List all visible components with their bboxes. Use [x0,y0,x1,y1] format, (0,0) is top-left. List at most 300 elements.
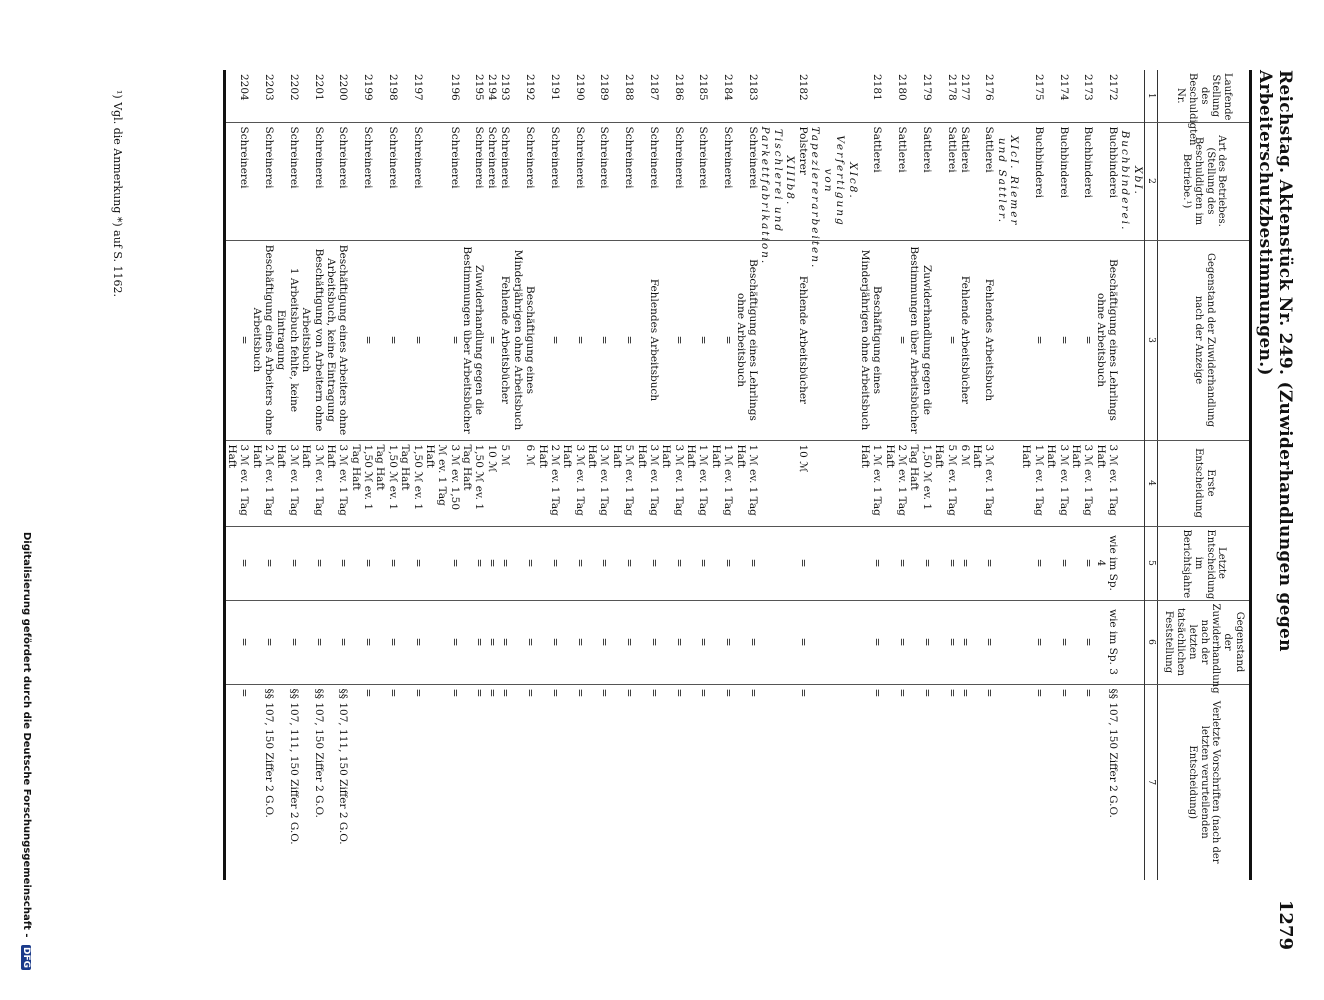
column-number: 1 [1144,70,1158,122]
table-row [224,70,250,880]
offense-finding: = [485,600,498,684]
section-heading: XIcI. Riemer und Sattler. [995,122,1020,240]
first-decision: 3 ℳ ev. 1 Tag Haft [325,440,350,526]
digitization-credit [21,0,32,1000]
offense-finding: = [859,600,884,684]
section-heading-row [1119,70,1144,880]
last-decision: = [325,526,350,600]
offense-description: Zuwiderhandlung gegen die Bestimmungen über Arbeitsbücher [908,240,933,440]
offense-finding: = [635,600,660,684]
empty-cell [995,70,1020,122]
violated-regulations: §§ 107, 111, 150 Ziffer 2 G.O. [337,688,350,845]
violated-regulations: = [386,688,399,698]
offense-finding: = [685,600,710,684]
violated-regulations: = [524,688,537,698]
offense-finding: = [224,600,250,684]
offense-finding: = [933,600,958,684]
column-header: Gegenstand der Zuwiderhandlung nach der Anzeige [1158,240,1251,440]
violated-regulations: = [722,688,735,698]
case-number: 2189 [586,70,611,122]
table-row [1094,70,1119,880]
first-decision: 3 ℳ ev. 1 Tag Haft [1070,440,1095,526]
business-type: Schreinerei [461,122,486,240]
business-type: Schreinerei [536,122,561,240]
business-type: Sattlerei [958,122,971,240]
case-number: 2174 [1045,70,1070,122]
offense-finding: = [660,600,685,684]
business-type: Polsterer [796,122,809,240]
last-decision: = [859,526,884,600]
first-decision: 5 ℳ ev. 1 Tag Haft [610,440,635,526]
offense-finding: = [561,600,586,684]
violated-regulations: = [486,688,499,698]
offense-finding: = [734,600,759,684]
first-decision: 1,50 ℳ ev. 1 Tag Haft [908,440,933,526]
empty-cell [759,70,796,122]
violated-regulations: §§ 107, 150 Ziffer 2 G.O. [1107,688,1120,818]
column-number: 3 [1144,240,1158,440]
column-header: Art des Betriebes. (Stellung des Beschuldigten im Betriebe.¹) [1158,122,1251,240]
case-number: 2195 [461,70,486,122]
business-type: Schreinerei [224,122,250,240]
last-decision: = [349,526,374,600]
table-row [933,70,958,880]
first-decision: 1,50 ℳ ev. 1 Tag Haft [374,440,399,526]
section-heading: XIIIb8. Tischlerei und Parkettfabrikation. [759,122,796,240]
table-row [709,70,734,880]
first-decision: 3 ℳ ev. 1 Tag Haft [971,440,996,526]
offense-description: = [224,240,250,440]
table-row [859,70,884,880]
business-type: Schreinerei [424,122,461,240]
empty-cell [759,600,796,684]
case-number: 2187 [635,70,660,122]
first-decision: 3 ℳ ev. 1 Tag Haft [635,440,660,526]
empty-cell [1119,684,1144,880]
first-decision: 2 ℳ ev. 1 Tag Haft [883,440,908,526]
first-decision: 1 ℳ ev. 1 Tag Haft [709,440,734,526]
business-type: Schreinerei [734,122,759,240]
offense-description: Beschäftigung von Arbeitern ohne Arbeitsbuch [300,240,325,440]
violated-regulations: = [672,688,685,698]
table-row [685,70,710,880]
case-number: 2173 [1070,70,1095,122]
last-decision: = [1020,526,1045,600]
empty-cell [1119,240,1144,440]
offense-finding: = [610,600,635,684]
case-number: 2199 [349,70,374,122]
column-header: Erste Entscheidung [1158,440,1251,526]
offense-finding: = [349,600,374,684]
first-decision: 1,50 ℳ ev. 1 Tag Haft [461,440,486,526]
offense-finding: wie im Sp. 3 [1094,600,1119,684]
violated-regulations: = [983,688,996,698]
table-row [498,70,511,880]
offense-finding: = [958,600,971,684]
table-row [1070,70,1095,880]
table-row [1045,70,1070,880]
business-type: Sattlerei [859,122,884,240]
case-number: 2196 [424,70,461,122]
table-row [796,70,809,880]
empty-cell [995,684,1020,880]
table-row [325,70,350,880]
offense-finding: = [511,600,536,684]
column-header: Verletzte Vorschriften (nach der letzten verurteilenden Entscheidung) [1158,684,1251,880]
offense-description: = [586,240,611,440]
offense-finding: = [250,600,275,684]
offense-finding: = [325,600,350,684]
offense-finding: = [536,600,561,684]
violated-regulations: = [1057,688,1070,698]
business-type: Schreinerei [685,122,710,240]
case-number: 2183 [734,70,759,122]
table-row [275,70,300,880]
column-number: 7 [1144,684,1158,880]
empty-cell [995,600,1020,684]
business-type: Schreinerei [610,122,635,240]
table-row [349,70,374,880]
offense-finding: = [883,600,908,684]
offense-description: = [660,240,685,440]
offense-description: Fehlendes Arbeitsbuch [635,240,660,440]
empty-cell [1119,600,1144,684]
case-number: 2198 [374,70,399,122]
table-row [511,70,536,880]
offense-description: = [561,240,586,440]
last-decision: = [224,526,250,600]
violated-regulations: = [573,688,586,698]
section-heading: XIc8. Verfertigung von Tapeziererarbeiten. [809,122,859,240]
offense-finding: = [908,600,933,684]
offense-finding: = [586,600,611,684]
violated-regulations: = [958,688,971,698]
table-row [971,70,996,880]
violated-regulations: §§ 107, 111, 150 Ziffer 2 G.O. [287,688,300,845]
offense-description: Beschäftigung eines Arbeiters ohne Arbeitsbuch [250,240,275,440]
offense-description: Beschäftigung eines Lehrlings ohne Arbeitsbuch [734,240,759,440]
table-body [224,70,1144,880]
last-decision: = [685,526,710,600]
offense-description: = [485,240,498,440]
section-heading: XbI. Buchbinderei. [1119,122,1144,240]
case-number: 2178 [933,70,958,122]
table-row [958,70,971,880]
last-decision: = [511,526,536,600]
last-decision: = [610,526,635,600]
table-row [586,70,611,880]
section-heading-row [809,70,859,880]
last-decision: = [399,526,424,600]
last-decision: = [461,526,486,600]
offense-description: = [1070,240,1095,440]
last-decision: = [586,526,611,600]
case-number: 2204 [224,70,250,122]
table-row [1020,70,1045,880]
column-number: 2 [1144,122,1158,240]
business-type: Sattlerei [971,122,996,240]
business-type: Sattlerei [933,122,958,240]
offense-description: = [424,240,461,440]
first-decision: 1 ℳ ev. 1 Tag Haft [859,440,884,526]
last-decision: = [561,526,586,600]
empty-cell [809,70,859,122]
violated-regulations: = [697,688,710,698]
offense-description: = [883,240,908,440]
last-decision: = [883,526,908,600]
violated-regulations: = [945,688,958,698]
case-number: 2202 [275,70,300,122]
case-number: 2176 [971,70,996,122]
first-decision: 3 ℳ ev. 1 Tag Haft [1094,440,1119,526]
footnote: ¹) Vgl. die Anmerkung *) auf S. 1162. [111,90,124,297]
last-decision: = [498,526,511,600]
section-heading-row [995,70,1020,880]
violated-regulations: = [920,688,933,698]
empty-cell [759,440,796,526]
violated-regulations: = [1082,688,1095,698]
table-row [660,70,685,880]
offense-description: Beschäftigung eines Minderjährigen ohne Arbeitsbuch [859,240,884,440]
empty-cell [759,526,796,600]
business-type: Buchbinderei [1070,122,1095,240]
business-type: Sattlerei [883,122,908,240]
offense-finding: = [461,600,486,684]
offense-finding: = [424,600,461,684]
first-decision: 5 ℳ ev. 1 Tag Haft [933,440,958,526]
column-number: 4 [1144,440,1158,526]
violated-regulations: = [647,688,660,698]
violations-table [223,70,1252,880]
column-header: Gegenstand der Zuwiderhandlung nach der letzten tatsächlichen Feststellung [1158,600,1251,684]
offense-description: Beschäftigung eines Minderjährigen ohne Arbeitsbuch [511,240,536,440]
business-type: Schreinerei [709,122,734,240]
table-row [610,70,635,880]
business-type: Buchbinderei [1094,122,1119,240]
case-number: 2172 [1094,70,1119,122]
violated-regulations: = [448,688,461,698]
offense-description: = [374,240,399,440]
business-type: Schreinerei [485,122,498,240]
case-number: 2177 [958,70,971,122]
case-number: 2191 [536,70,561,122]
last-decision: = [424,526,461,600]
offense-description: = [1045,240,1070,440]
offense-finding: = [300,600,325,684]
table-row [883,70,908,880]
empty-cell [759,684,796,880]
table-row [734,70,759,880]
offense-description: Fehlende Arbeitsbücher [958,240,971,440]
violated-regulations: = [871,688,884,698]
business-type: Schreinerei [511,122,536,240]
case-number: 2190 [561,70,586,122]
first-decision: 3 ℳ ev. 1 Tag Haft [561,440,586,526]
table-row [424,70,461,880]
first-decision: 10 ℳ [485,440,498,526]
business-type: Schreinerei [374,122,399,240]
section-heading-row [759,70,796,880]
offense-description: = [933,240,958,440]
case-number: 2203 [250,70,275,122]
last-decision: = [908,526,933,600]
violated-regulations: = [499,688,512,698]
case-number: 2185 [685,70,710,122]
offense-finding: = [1070,600,1095,684]
offense-finding: = [971,600,996,684]
violated-regulations: = [1032,688,1045,698]
offense-finding: = [796,600,809,684]
table-row [485,70,498,880]
offense-description: Fehlendes Arbeitsbuch [971,240,996,440]
last-decision: = [709,526,734,600]
last-decision: = [635,526,660,600]
offense-description: Beschäftigung eines Lehrlings ohne Arbeitsbuch [1094,240,1119,440]
offense-description: Fehlende Arbeitsbücher [498,240,511,440]
violated-regulations: = [473,688,486,698]
table-row [561,70,586,880]
table-row [300,70,325,880]
column-header: Laufende Stellung des Beschuldigten Nr. [1158,70,1251,122]
business-type: Buchbinderei [1020,122,1045,240]
last-decision: = [796,526,809,600]
empty-cell [809,240,859,440]
violated-regulations: = [548,688,561,698]
first-decision: 3 ℳ ev. 1 Tag Haft [300,440,325,526]
first-decision: 3 ℳ ev. 1 Tag Haft [224,440,250,526]
first-decision: 6 ℳ [511,440,536,526]
digitization-text: Digitalisierung gefördert durch die Deutsche Forschungsgemeinschaft - [21,531,32,938]
first-decision: 3 ℳ ev. 1 Tag Haft [586,440,611,526]
business-type: Schreinerei [498,122,511,240]
offense-description: Beschäftigung eines Arbeiters ohne Arbeitsbuch, keine Eintragung [325,240,350,440]
last-decision: = [1045,526,1070,600]
first-decision: 3 ℳ ev. 1 Tag Haft [660,440,685,526]
first-decision: 3 ℳ ev. 1 Tag Haft [275,440,300,526]
offense-description: = [709,240,734,440]
offense-description: = [610,240,635,440]
document-title: Reichstag. Aktenstück Nr. 249. (Zuwiderhandlungen gegen Arbeiterschutzbestimmungen.) [1255,70,1295,652]
case-number: 2201 [300,70,325,122]
dfg-logo[interactable]: DFG [21,946,31,968]
offense-finding: = [1020,600,1045,684]
table-row [250,70,275,880]
table-row [374,70,399,880]
column-number: 5 [1144,526,1158,600]
first-decision: 10 ℳ [796,440,809,526]
business-type: Sattlerei [908,122,933,240]
empty-cell [995,526,1020,600]
case-number: 2179 [908,70,933,122]
offense-description: = [685,240,710,440]
business-type: Schreinerei [325,122,350,240]
violated-regulations: = [797,688,810,698]
last-decision: = [933,526,958,600]
business-type: Schreinerei [399,122,424,240]
first-decision: 1,50 ℳ ev. 1 Tag Haft [349,440,374,526]
empty-cell [809,684,859,880]
first-decision: 3 ℳ ev. 1 Tag Haft [1045,440,1070,526]
column-number: 6 [1144,600,1158,684]
case-number: 2188 [610,70,635,122]
empty-cell [759,240,796,440]
case-number: 2193 [498,70,511,122]
first-decision: 3 ℳ ev. 1,50 ℳ ev. 1 Tag Haft [424,440,461,526]
last-decision: = [734,526,759,600]
first-decision: 1,50 ℳ ev. 1 Tag Haft [399,440,424,526]
empty-cell [809,440,859,526]
violated-regulations: §§ 107, 150 Ziffer 2 G.O. [263,688,276,818]
violated-regulations: = [623,688,636,698]
last-decision: = [660,526,685,600]
empty-cell [809,600,859,684]
business-type: Schreinerei [275,122,300,240]
table-row [908,70,933,880]
case-number: 2197 [399,70,424,122]
violated-regulations: = [224,684,250,880]
page-number: 1279 [1275,899,1296,950]
offense-description: Zuwiderhandlung gegen die Bestimmungen über Arbeitsbücher [461,240,486,440]
offense-description: Fehlende Arbeitsbücher [796,240,809,440]
business-type: Schreinerei [586,122,611,240]
offense-finding: = [399,600,424,684]
case-number: 2192 [511,70,536,122]
offense-finding: = [374,600,399,684]
case-number: 2184 [709,70,734,122]
offense-description: = [399,240,424,440]
violated-regulations: = [746,688,759,698]
offense-finding: = [498,600,511,684]
first-decision: 1 ℳ ev. 1 Tag Haft [1020,440,1045,526]
violated-regulations: = [896,688,909,698]
business-type: Schreinerei [635,122,660,240]
business-type: Schreinerei [250,122,275,240]
first-decision: 6 ℳ [958,440,971,526]
column-number-row [1144,70,1158,880]
business-type: Schreinerei [561,122,586,240]
violated-regulations: = [598,688,611,698]
empty-cell [809,526,859,600]
violated-regulations: = [411,688,424,698]
table-row [536,70,561,880]
empty-cell [995,240,1020,440]
empty-cell [1119,70,1144,122]
case-number: 2182 [796,70,809,122]
violated-regulations: §§ 107, 150 Ziffer 2 G.O. [312,688,325,818]
header-row [1158,70,1251,880]
first-decision: 1 ℳ ev. 1 Tag Haft [734,440,759,526]
page-header [1256,70,1296,950]
last-decision: = [1070,526,1095,600]
offense-finding: = [709,600,734,684]
last-decision: = [536,526,561,600]
business-type: Buchbinderei [1045,122,1070,240]
case-number: 2194 [485,70,498,122]
case-number: 2180 [883,70,908,122]
first-decision: 2 ℳ ev. 1 Tag Haft [536,440,561,526]
case-number: 2200 [325,70,350,122]
empty-cell [995,440,1020,526]
table-row [635,70,660,880]
offense-finding: = [1045,600,1070,684]
business-type: Schreinerei [300,122,325,240]
business-type: Schreinerei [349,122,374,240]
case-number: 2175 [1020,70,1045,122]
violated-regulations: = [362,688,375,698]
last-decision: = [971,526,996,600]
last-decision: = [374,526,399,600]
table-row [399,70,424,880]
